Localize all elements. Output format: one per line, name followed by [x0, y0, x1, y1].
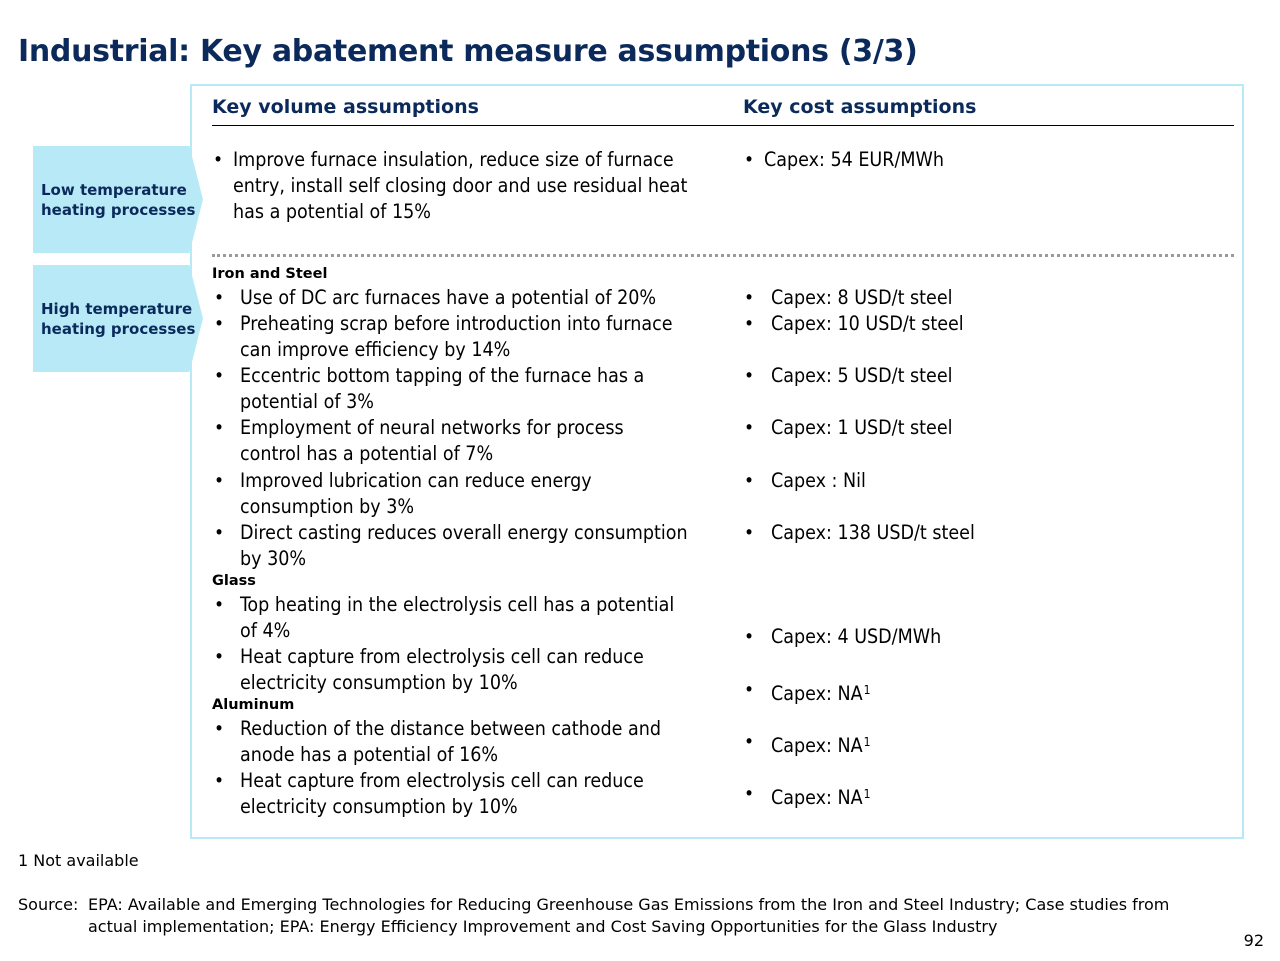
- volume-item: [214, 311, 673, 363]
- volume-line: control has a potential of 7%: [240, 442, 494, 465]
- volume-line: Eccentric bottom tapping of the furnace has a: [240, 364, 645, 387]
- volume-line: Heat capture from electrolysis cell can reduce: [240, 769, 644, 792]
- cost-text: Capex: 5 USD/t steel: [771, 364, 953, 387]
- bullet-icon: •: [214, 770, 225, 792]
- cost-text: Capex: 10 USD/t steel: [771, 312, 964, 335]
- cost-item: [744, 468, 866, 494]
- volume-line: Improved lubrication can reduce energy: [240, 469, 592, 492]
- header-divider: [212, 125, 1234, 126]
- volume-line: of 4%: [240, 619, 291, 642]
- volume-item: [214, 363, 644, 415]
- volume-line: Use of DC arc furnaces have a potential of 20%: [240, 286, 657, 309]
- cost-item: [744, 363, 953, 389]
- tag-high-temperature: [33, 265, 203, 372]
- bullet-icon: •: [744, 313, 755, 335]
- bullet-icon: •: [214, 313, 225, 335]
- page-number: 92: [1243, 931, 1264, 950]
- volume-line: Reduction of the distance between cathode and: [240, 717, 662, 740]
- bullet-icon: •: [214, 417, 225, 439]
- bullet-icon: •: [744, 731, 755, 753]
- bullet-icon: •: [744, 149, 755, 171]
- bullet-icon: •: [744, 417, 755, 439]
- cost-header: Key cost assumptions: [743, 96, 977, 118]
- cost-item: [744, 624, 941, 650]
- bullet-icon: •: [744, 679, 755, 701]
- bullet-icon: •: [214, 718, 225, 740]
- cost-text: Capex: 1 USD/t steel: [771, 416, 953, 439]
- volume-item: [214, 768, 644, 820]
- low-cost-item: [744, 147, 944, 173]
- section-aluminum: Aluminum: [212, 697, 295, 713]
- volume-item: [214, 285, 656, 311]
- volume-line: Employment of neural networks for process: [240, 416, 624, 439]
- tag-high-line1: High temperature: [41, 299, 193, 318]
- volume-line: consumption by 3%: [240, 495, 415, 518]
- volume-line: by 30%: [240, 547, 307, 570]
- tag-low-line1: Low temperature: [41, 180, 187, 199]
- page-title: Industrial: Key abatement measure assumptions (3/3): [18, 34, 918, 69]
- bullet-icon: •: [744, 783, 755, 805]
- volume-line: Heat capture from electrolysis cell can reduce: [240, 645, 644, 668]
- bullet-icon: •: [214, 522, 225, 544]
- cost-text: Capex: 8 USD/t steel: [771, 286, 953, 309]
- source-line1: EPA: Available and Emerging Technologies for Reducing Greenhouse Gas Emissions from the Iron and Steel Industry; Case studies from: [88, 895, 1170, 914]
- volume-item: [214, 644, 644, 696]
- source-line2: actual implementation; EPA: Energy Efficiency Improvement and Cost Saving Opportunities for the Glass Industry: [88, 917, 998, 936]
- section-iron-steel: Iron and Steel: [212, 266, 328, 282]
- cost-text: Capex: $NA^1$: [771, 682, 871, 705]
- footnote-marker: 1: [863, 787, 871, 801]
- tag-low-temperature: [33, 146, 203, 253]
- volume-line: can improve efficiency by 14%: [240, 338, 511, 361]
- volume-line: potential of 3%: [240, 390, 374, 413]
- source-label: Source:: [18, 895, 79, 914]
- cost-item: [744, 677, 870, 707]
- cost-item: [744, 311, 964, 337]
- bullet-icon: •: [214, 646, 225, 668]
- bullet-icon: •: [744, 365, 755, 387]
- footnote-marker: 1: [863, 735, 871, 749]
- bullet-icon: •: [744, 287, 755, 309]
- volume-line: electricity consumption by 10%: [240, 671, 518, 694]
- low-volume-item: [213, 147, 687, 225]
- bullet-icon: •: [744, 626, 755, 648]
- volume-line: Direct casting reduces overall energy consumption: [240, 521, 688, 544]
- volume-item: [214, 716, 661, 768]
- bullet-icon: •: [213, 149, 224, 171]
- cost-item: [744, 415, 953, 441]
- volume-line: Preheating scrap before introduction into furnace: [240, 312, 673, 335]
- low-volume-line: entry, install self closing door and use residual heat: [233, 174, 688, 197]
- volume-item: [214, 592, 674, 644]
- section-glass: Glass: [212, 573, 256, 589]
- volume-item: [214, 415, 624, 467]
- cost-item: [744, 729, 870, 759]
- cost-text: Capex : Nil: [771, 469, 866, 492]
- footnote-marker: 1: [863, 683, 871, 697]
- source-note: [18, 894, 1169, 938]
- cost-item: [744, 520, 975, 546]
- cost-item: [744, 781, 870, 811]
- cost-text: Capex: 4 USD/MWh: [771, 625, 942, 648]
- volume-line: anode has a potential of 16%: [240, 743, 499, 766]
- footnote: 1 Not available: [18, 851, 139, 870]
- cost-text: Capex: $NA^1$: [771, 786, 871, 809]
- cost-text: Capex: $NA^1$: [771, 734, 871, 757]
- low-volume-line: has a potential of 15%: [233, 200, 431, 223]
- volume-line: electricity consumption by 10%: [240, 795, 518, 818]
- cost-item: [744, 285, 953, 311]
- cost-text: Capex: 138 USD/t steel: [771, 521, 975, 544]
- bullet-icon: •: [214, 365, 225, 387]
- bullet-icon: •: [214, 594, 225, 616]
- low-volume-line: Improve furnace insulation, reduce size of furnace: [233, 148, 674, 171]
- volume-item: [214, 468, 592, 520]
- bullet-icon: •: [744, 522, 755, 544]
- bullet-icon: •: [214, 470, 225, 492]
- bullet-icon: •: [214, 287, 225, 309]
- bullet-icon: •: [744, 470, 755, 492]
- tag-high-line2: heating processes: [41, 319, 196, 338]
- volume-line: Top heating in the electrolysis cell has a potential: [240, 593, 675, 616]
- row-divider: [212, 254, 1234, 257]
- tag-low-line2: heating processes: [41, 200, 196, 219]
- volume-header: Key volume assumptions: [212, 96, 479, 118]
- volume-item: [214, 520, 688, 572]
- low-cost-text: Capex: 54 EUR/MWh: [764, 148, 944, 171]
